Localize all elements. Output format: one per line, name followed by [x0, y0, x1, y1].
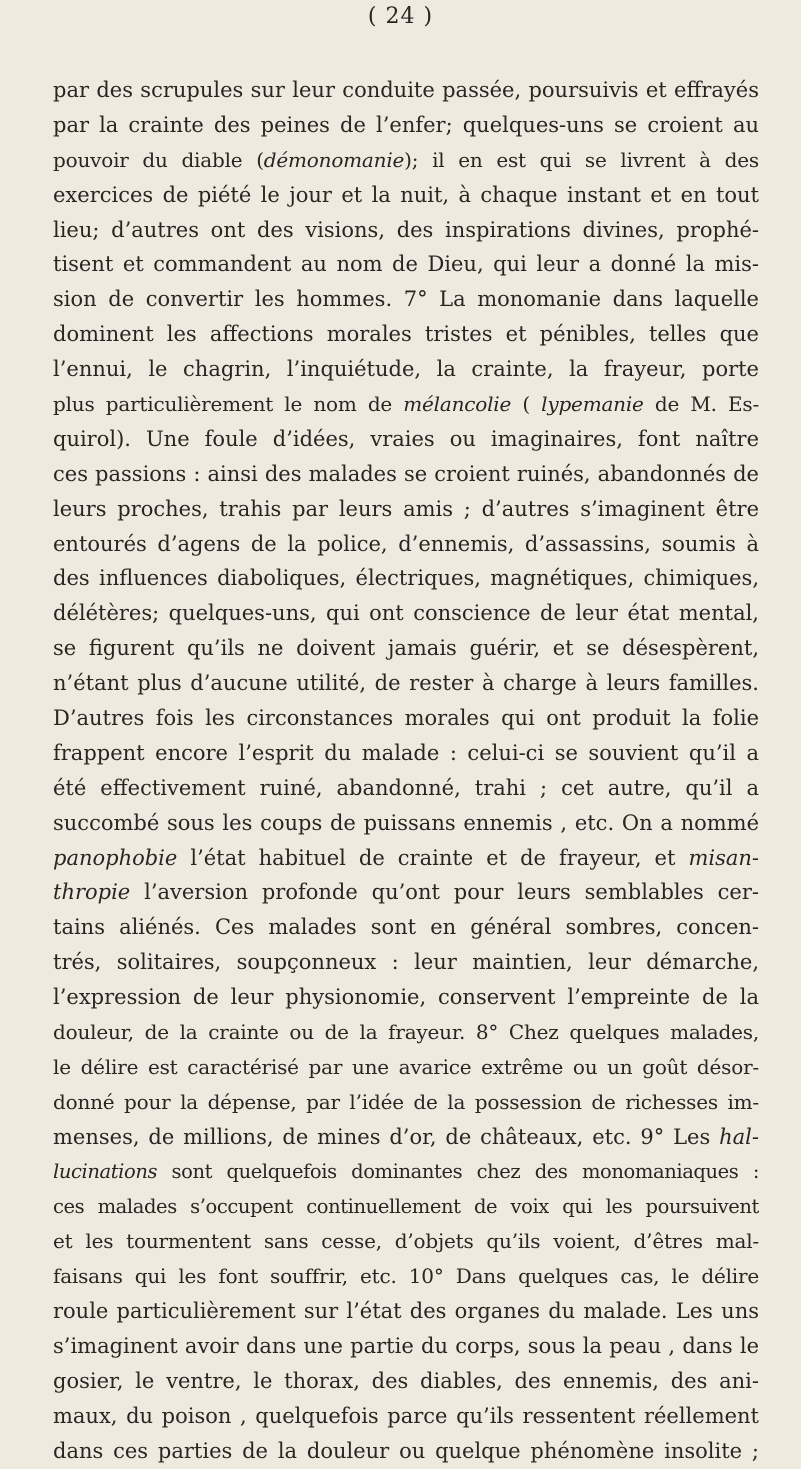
text-line — [53, 841, 759, 876]
text-segment: quirol). Une foule d’idées, vraies ou imaginaires, font naître — [53, 426, 759, 451]
text-line — [53, 317, 759, 352]
text-line — [53, 1364, 759, 1399]
text-line — [53, 596, 759, 631]
text-line — [53, 910, 759, 945]
text-line — [53, 247, 759, 282]
text-line — [53, 213, 759, 248]
text-segment: l’expression de leur physionomie, conservent l’empreinte de la — [53, 985, 759, 1010]
text-line — [53, 1050, 759, 1085]
italic-term: lucinations — [53, 1159, 158, 1183]
text-line — [53, 492, 759, 527]
text-segment: maux, du poison , quelquefois parce qu’ils ressentent réellement — [53, 1403, 759, 1428]
text-segment: délétères; quelques-uns, qui ont conscience de leur état mental, — [53, 601, 759, 626]
italic-term: hal- — [719, 1124, 759, 1149]
text-line — [53, 631, 759, 666]
text-line — [53, 806, 759, 841]
text-segment: frappent encore l’esprit du malade : celui-ci se souvient qu’il a — [53, 740, 759, 765]
text-line — [53, 108, 759, 143]
text-line — [53, 1155, 759, 1190]
text-line — [53, 1120, 759, 1155]
text-line — [53, 1259, 759, 1294]
text-segment: par des scrupules sur leur conduite passée, poursuivis et effrayés — [53, 78, 759, 102]
text-segment: ( — [511, 392, 542, 417]
text-segment: menses, de millions, de mines d’or, de châteaux, etc. 9° Les — [53, 1124, 720, 1149]
text-segment: douleur, de la crainte ou de la frayeur. 8° Chez quelques malades, — [53, 1020, 759, 1045]
text-segment: donné pour la dépense, par l’idée de la possession de richesses im- — [53, 1089, 759, 1114]
text-segment: plus particulièrement le nom de — [53, 392, 404, 417]
text-segment: trés, solitaires, soupçonneux : leur maintien, leur démarche, — [53, 950, 759, 975]
text-line — [53, 875, 759, 910]
text-line — [53, 945, 759, 980]
text-line — [53, 422, 759, 457]
text-line — [53, 1085, 759, 1120]
page-number: ( 24 ) — [367, 4, 434, 29]
text-segment: gosier, le ventre, le thorax, des diables, des ennemis, des ani- — [53, 1368, 759, 1393]
text-line — [53, 457, 759, 492]
text-line — [53, 282, 759, 317]
text-line — [53, 701, 759, 736]
text-segment: pouvoir du diable ( — [53, 147, 264, 172]
text-segment: entourés d’agens de la police, d’ennemis, d’assassins, soumis à — [53, 531, 759, 556]
text-segment: dans ces parties de la douleur ou quelque phénomène insolite ; — [53, 1438, 759, 1463]
italic-term: démonomanie — [263, 147, 405, 172]
text-segment: et les tourmentent sans cesse, d’objets qu’ils voient, d’êtres mal- — [53, 1229, 759, 1254]
italic-term: mélancolie — [403, 392, 512, 417]
text-segment: été effectivement ruiné, abandonné, trahi ; cet autre, qu’il a — [53, 775, 759, 800]
text-segment: ces malades s’occupent continuellement de voix qui les poursuivent — [53, 1194, 759, 1218]
italic-term: panophobie — [53, 845, 178, 870]
text-line — [53, 1015, 759, 1050]
text-segment: l’aversion profonde qu’ont pour leurs semblables cer- — [130, 880, 759, 905]
text-segment: dominent les affections morales tristes et pénibles, telles que — [53, 322, 759, 347]
text-segment: se figurent qu’ils ne doivent jamais guérir, et se désespèrent, — [53, 636, 759, 661]
text-line — [53, 980, 759, 1015]
text-segment: succombé sous les coups de puissans ennemis , etc. On a nommé — [53, 810, 759, 835]
text-line — [53, 1399, 759, 1434]
text-segment: faisans qui les font souffrir, etc. 10° Dans quelques cas, le délire — [53, 1264, 759, 1289]
text-segment: ); il en est qui se livrent à des — [404, 147, 759, 172]
text-segment: D’autres fois les circonstances morales qui ont produit la folie — [53, 706, 759, 731]
italic-term: misan- — [688, 845, 759, 870]
text-segment: ces passions : ainsi des malades se croient ruinés, abandonnés de — [53, 461, 759, 486]
text-line — [53, 1329, 759, 1364]
text-line — [53, 352, 759, 387]
text-segment: sont quelquefois dominantes chez des monomaniaques : — [157, 1159, 759, 1183]
text-line — [53, 527, 759, 562]
text-segment: le délire est caractérisé par une avarice extrême ou un goût désor- — [53, 1054, 759, 1079]
text-line — [53, 178, 759, 213]
text-line — [53, 771, 759, 806]
text-line — [53, 1190, 759, 1225]
text-line — [53, 387, 759, 422]
text-line — [53, 73, 759, 108]
text-line — [53, 561, 759, 596]
text-segment: l’état habituel de crainte et de frayeur, et — [177, 845, 689, 870]
text-segment: tains aliénés. Ces malades sont en général sombres, concen- — [53, 915, 759, 940]
text-segment: n’étant plus d’aucune utilité, de rester à charge à leurs familles. — [53, 671, 759, 696]
text-line — [53, 143, 759, 178]
text-segment: sion de convertir les hommes. 7° La monomanie dans laquelle — [53, 287, 759, 312]
text-segment: lieu; d’autres ont des visions, des inspirations divines, prophé- — [53, 217, 759, 242]
italic-term: lypemanie — [541, 392, 644, 417]
text-line — [53, 1294, 759, 1329]
text-segment: exercices de piété le jour et la nuit, à chaque instant et en tout — [53, 182, 759, 207]
text-line — [53, 1224, 759, 1259]
text-segment: leurs proches, trahis par leurs amis ; d’autres s’imaginent être — [53, 496, 759, 521]
text-segment: tisent et commandent au nom de Dieu, qui leur a donné la mis- — [53, 252, 759, 277]
text-segment: de M. Es- — [643, 392, 759, 417]
text-line — [53, 736, 759, 771]
text-segment: roule particulièrement sur l’état des organes du malade. Les uns — [53, 1299, 759, 1324]
text-segment: l’ennui, le chagrin, l’inquiétude, la crainte, la frayeur, porte — [53, 357, 759, 382]
body-text — [53, 73, 759, 1469]
text-segment: s’imaginent avoir dans une partie du corps, sous la peau , dans le — [53, 1334, 759, 1359]
italic-term: thropie — [53, 880, 131, 905]
text-line — [53, 1434, 759, 1469]
text-segment: des influences diaboliques, électriques, magnétiques, chimiques, — [53, 566, 759, 591]
text-segment: par la crainte des peines de l’enfer; quelques-uns se croient au — [53, 112, 759, 137]
text-line — [53, 666, 759, 701]
